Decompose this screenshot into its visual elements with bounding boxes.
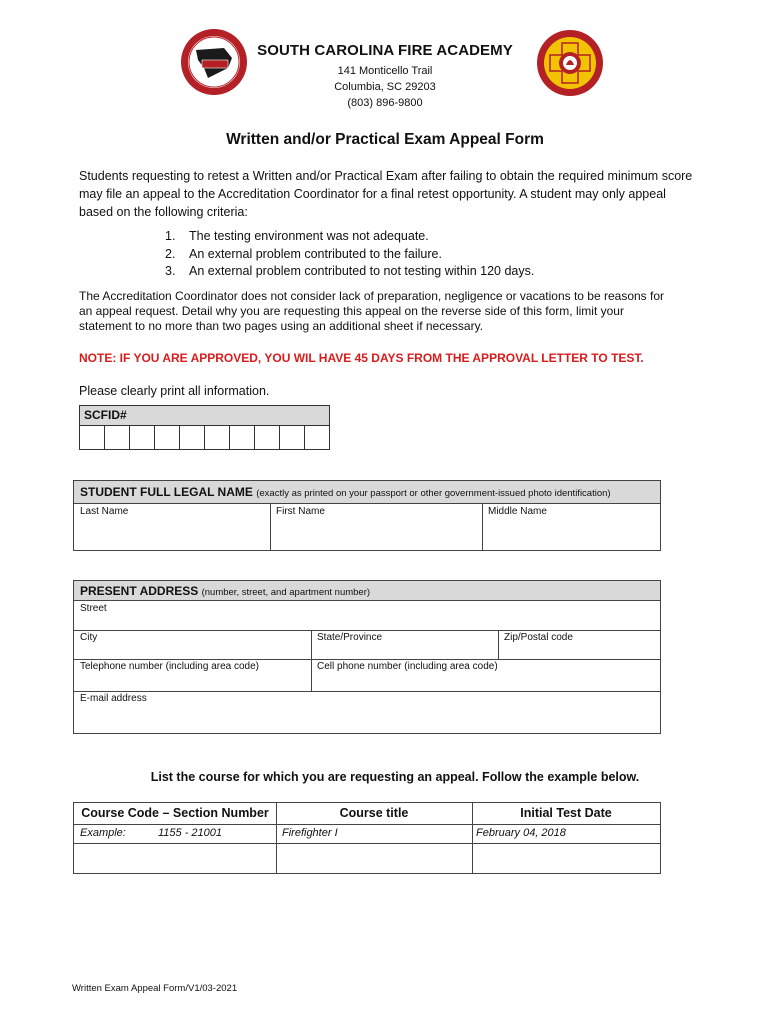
course-code-field[interactable] xyxy=(74,843,276,873)
example-label: Example: xyxy=(80,827,126,839)
scfid-digit-field[interactable] xyxy=(255,426,280,450)
scfid-digit-field[interactable] xyxy=(105,426,130,450)
street-field[interactable]: Street xyxy=(80,603,107,614)
scfid-label: SCFID# xyxy=(80,406,329,426)
form-title: Written and/or Practical Exam Appeal Form xyxy=(226,131,544,148)
course-title-field[interactable] xyxy=(276,843,472,873)
example-course-title: Firefighter I xyxy=(282,827,338,839)
scfid-digit-field[interactable] xyxy=(80,426,105,450)
course-table xyxy=(73,802,661,874)
address-line-1: 141 Monticello Trail xyxy=(337,65,433,77)
scfid-digit-field[interactable] xyxy=(205,426,230,450)
middle-name-field[interactable]: Middle Name xyxy=(488,506,547,517)
criteria-item: 1. The testing environment was not adequate. xyxy=(165,229,429,243)
course-instruction: List the course for which you are requesting an appeal. Follow the example below. xyxy=(150,770,640,784)
criteria-item: 2. An external problem contributed to the failure. xyxy=(165,246,442,261)
first-name-field[interactable]: First Name xyxy=(276,506,325,517)
course-code-header: Course Code – Section Number xyxy=(81,806,269,820)
state-field[interactable]: State/Province xyxy=(317,632,383,643)
city-field[interactable]: City xyxy=(80,632,98,643)
student-name-table xyxy=(73,480,661,551)
telephone-field[interactable]: Telephone number (including area code) xyxy=(80,661,260,672)
example-course-code: 1155 - 21001 xyxy=(158,827,223,839)
example-test-date: February 04, 2018 xyxy=(476,827,566,839)
org-phone: (803) 896-9800 xyxy=(347,97,423,109)
scfid-box xyxy=(79,405,330,450)
print-instruction: Please clearly print all information. xyxy=(79,384,270,398)
cell-phone-field[interactable]: Cell phone number (including area code) xyxy=(317,661,498,672)
scfid-digit-cells xyxy=(80,426,329,450)
test-date-field[interactable] xyxy=(472,843,660,873)
scfid-digit-field[interactable] xyxy=(180,426,205,450)
scfid-digit-field[interactable] xyxy=(130,426,155,450)
criteria-list xyxy=(165,228,534,281)
form-version-footer: Written Exam Appeal Form/V1/03-2021 xyxy=(72,983,238,994)
scfid-digit-field[interactable] xyxy=(280,426,305,450)
scfid-digit-field[interactable] xyxy=(230,426,255,450)
org-name: SOUTH CAROLINA FIRE ACADEMY xyxy=(257,42,513,59)
student-name-heading: STUDENT FULL LEGAL NAME (exactly as printed on your passport or other government-issued photo identification) xyxy=(74,481,660,504)
present-address-table xyxy=(73,580,661,734)
address-line-2: Columbia, SC 29203 xyxy=(334,81,436,93)
last-name-field[interactable]: Last Name xyxy=(80,506,129,517)
policy-paragraph: The Accreditation Coordinator does not consider lack of preparation, negligence or vacations to be reasons for an appeal request. Detail why you are requesting this appeal on the reverse side of this form, limit your statement to no more than two pages using an additional sheet if necessary. xyxy=(79,289,665,333)
criteria-item: 3. An external problem contributed to not testing within 120 days. xyxy=(165,264,535,278)
initial-test-date-header: Initial Test Date xyxy=(520,806,612,820)
intro-paragraph: Students requesting to retest a Written and/or Practical Exam after failing to obtain the required minimum score may file an appeal to the Accreditation Coordinator for a final retest opportunity. A student may only appeal based on the following criteria: xyxy=(79,169,693,219)
present-address-heading: PRESENT ADDRESS (number, street, and apartment number) xyxy=(74,581,660,601)
zip-field[interactable]: Zip/Postal code xyxy=(504,632,573,643)
approval-note: NOTE: IF YOU ARE APPROVED, YOU WIL HAVE 45 DAYS FROM THE APPROVAL LETTER TO TEST. xyxy=(79,351,644,365)
scfid-digit-field[interactable] xyxy=(155,426,180,450)
email-field[interactable]: E-mail address xyxy=(80,693,147,704)
scfid-digit-field[interactable] xyxy=(305,426,329,450)
course-title-header: Course title xyxy=(339,806,409,820)
letterhead xyxy=(220,42,550,111)
org-address xyxy=(220,63,550,111)
